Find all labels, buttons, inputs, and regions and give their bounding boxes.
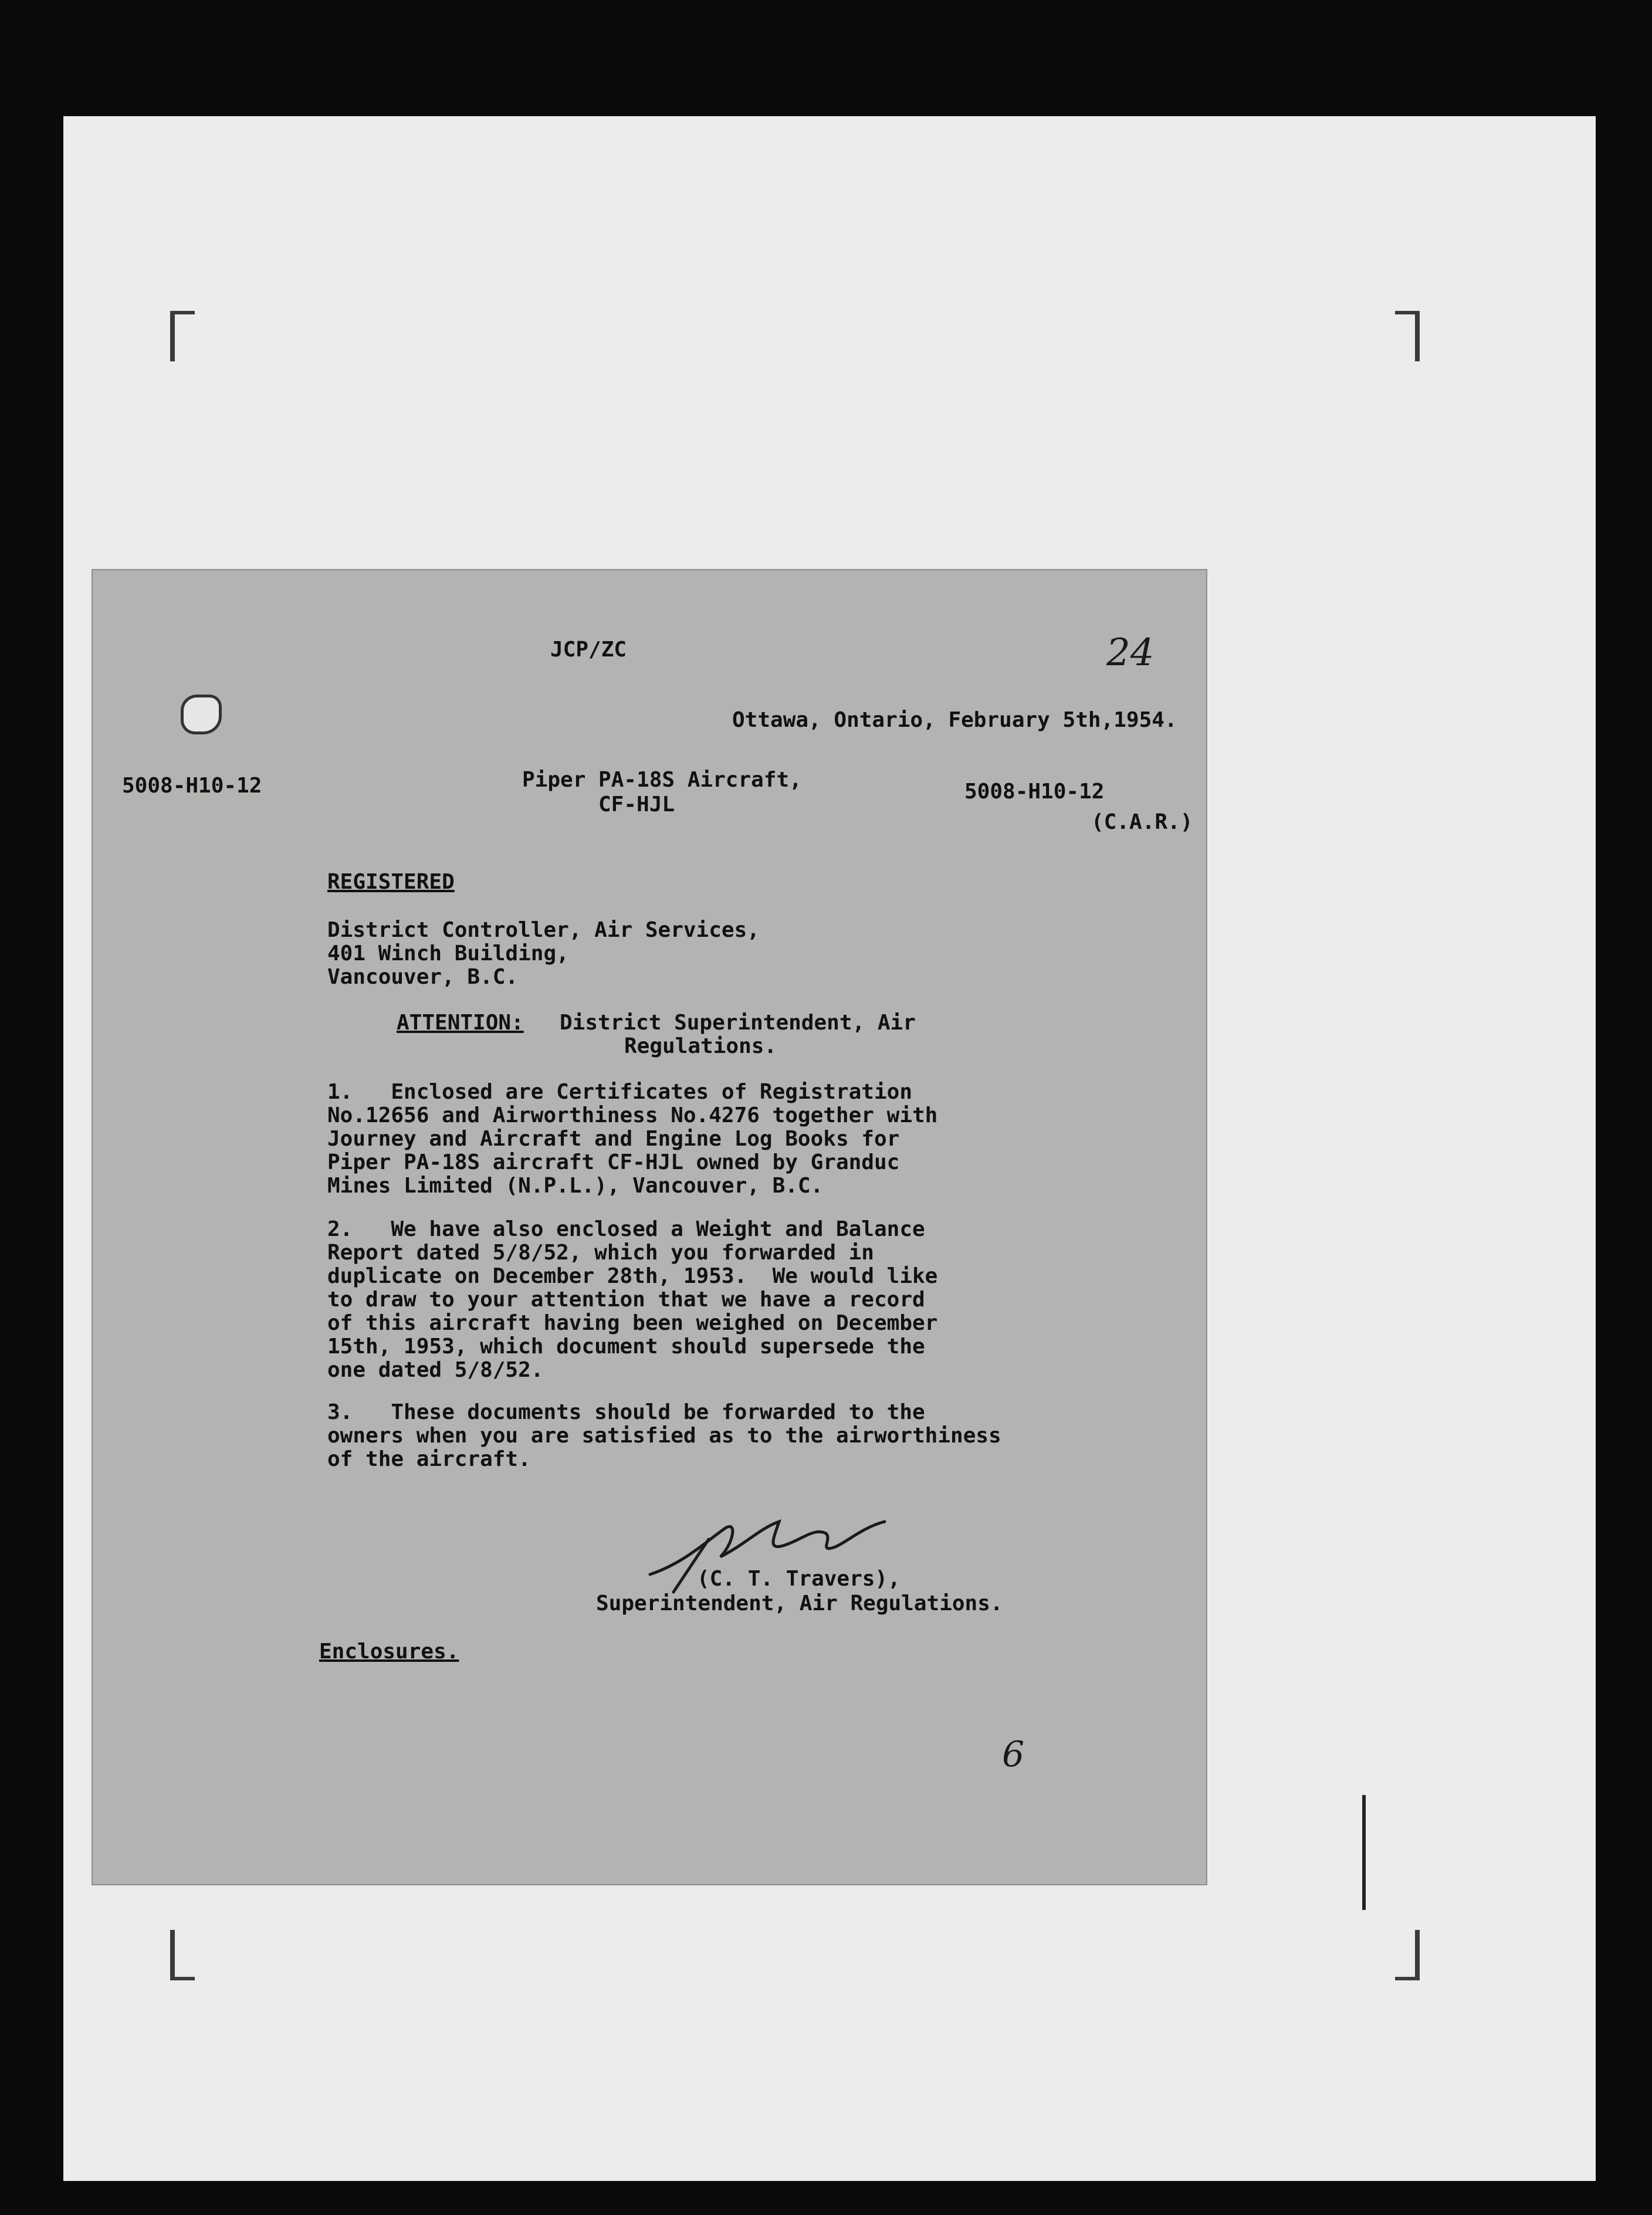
signatory-title: Superintendent, Air Regulations. <box>596 1591 1003 1615</box>
registered-label: REGISTERED <box>327 870 455 894</box>
paragraph-2: 2. We have also enclosed a Weight and Balance Report dated 5/8/52, which you forwarded in duplicate on December 28th, 1953. We would like to draw to your attention that we have a record of this aircraft having been weighed on December 15th, 1953, which document should supersede the one dated 5/8/52. <box>327 1217 938 1382</box>
paragraph-3: 3. These documents should be forwarded to the owners when you are satisfied as to the airworthiness of the aircraft. <box>327 1400 1001 1471</box>
address-line-2: 401 Winch Building, <box>327 941 569 966</box>
subject-line-2: CF-HJL <box>598 792 675 817</box>
address-line-1: District Controller, Air Services, <box>327 918 760 942</box>
crop-mark-bottom-right <box>1395 1930 1420 1980</box>
attention-line-2: Regulations. <box>624 1034 777 1058</box>
address-line-3: Vancouver, B.C. <box>327 965 519 989</box>
handwritten-mark: 6 <box>1002 1734 1025 1775</box>
paragraph-1: 1. Enclosed are Certificates of Registration No.12656 and Airworthiness No.4276 together with Journey and Aircraft and Engine Log Books for Piper PA-18S aircraft CF-HJL owned by Granduc Mines Limited (N.P.L.), Vancouver, B.C. <box>327 1080 938 1198</box>
page-number-handwritten: 24 <box>1106 631 1155 675</box>
file-number-right: 5008-H10-12 <box>964 780 1105 804</box>
vertical-rule <box>1362 1795 1366 1910</box>
crop-mark-bottom-left <box>170 1930 195 1980</box>
punch-hole-icon <box>181 695 222 734</box>
place-date: Ottawa, Ontario, February 5th,1954. <box>732 708 1177 732</box>
file-qualifier: (C.A.R.) <box>1091 810 1193 834</box>
file-number-left: 5008-H10-12 <box>122 774 262 798</box>
enclosures-label: Enclosures. <box>319 1640 459 1664</box>
subject-line-1: Piper PA-18S Aircraft, <box>522 768 802 792</box>
reference-code: JCP/ZC <box>550 638 627 662</box>
attention-line-1: District Superintendent, Air <box>560 1011 916 1035</box>
crop-mark-top-right <box>1395 311 1420 361</box>
crop-mark-top-left <box>170 311 195 361</box>
attention-label: ATTENTION: <box>397 1011 524 1035</box>
signatory-name: (C. T. Travers), <box>697 1567 901 1591</box>
letter-page <box>93 570 1206 1884</box>
